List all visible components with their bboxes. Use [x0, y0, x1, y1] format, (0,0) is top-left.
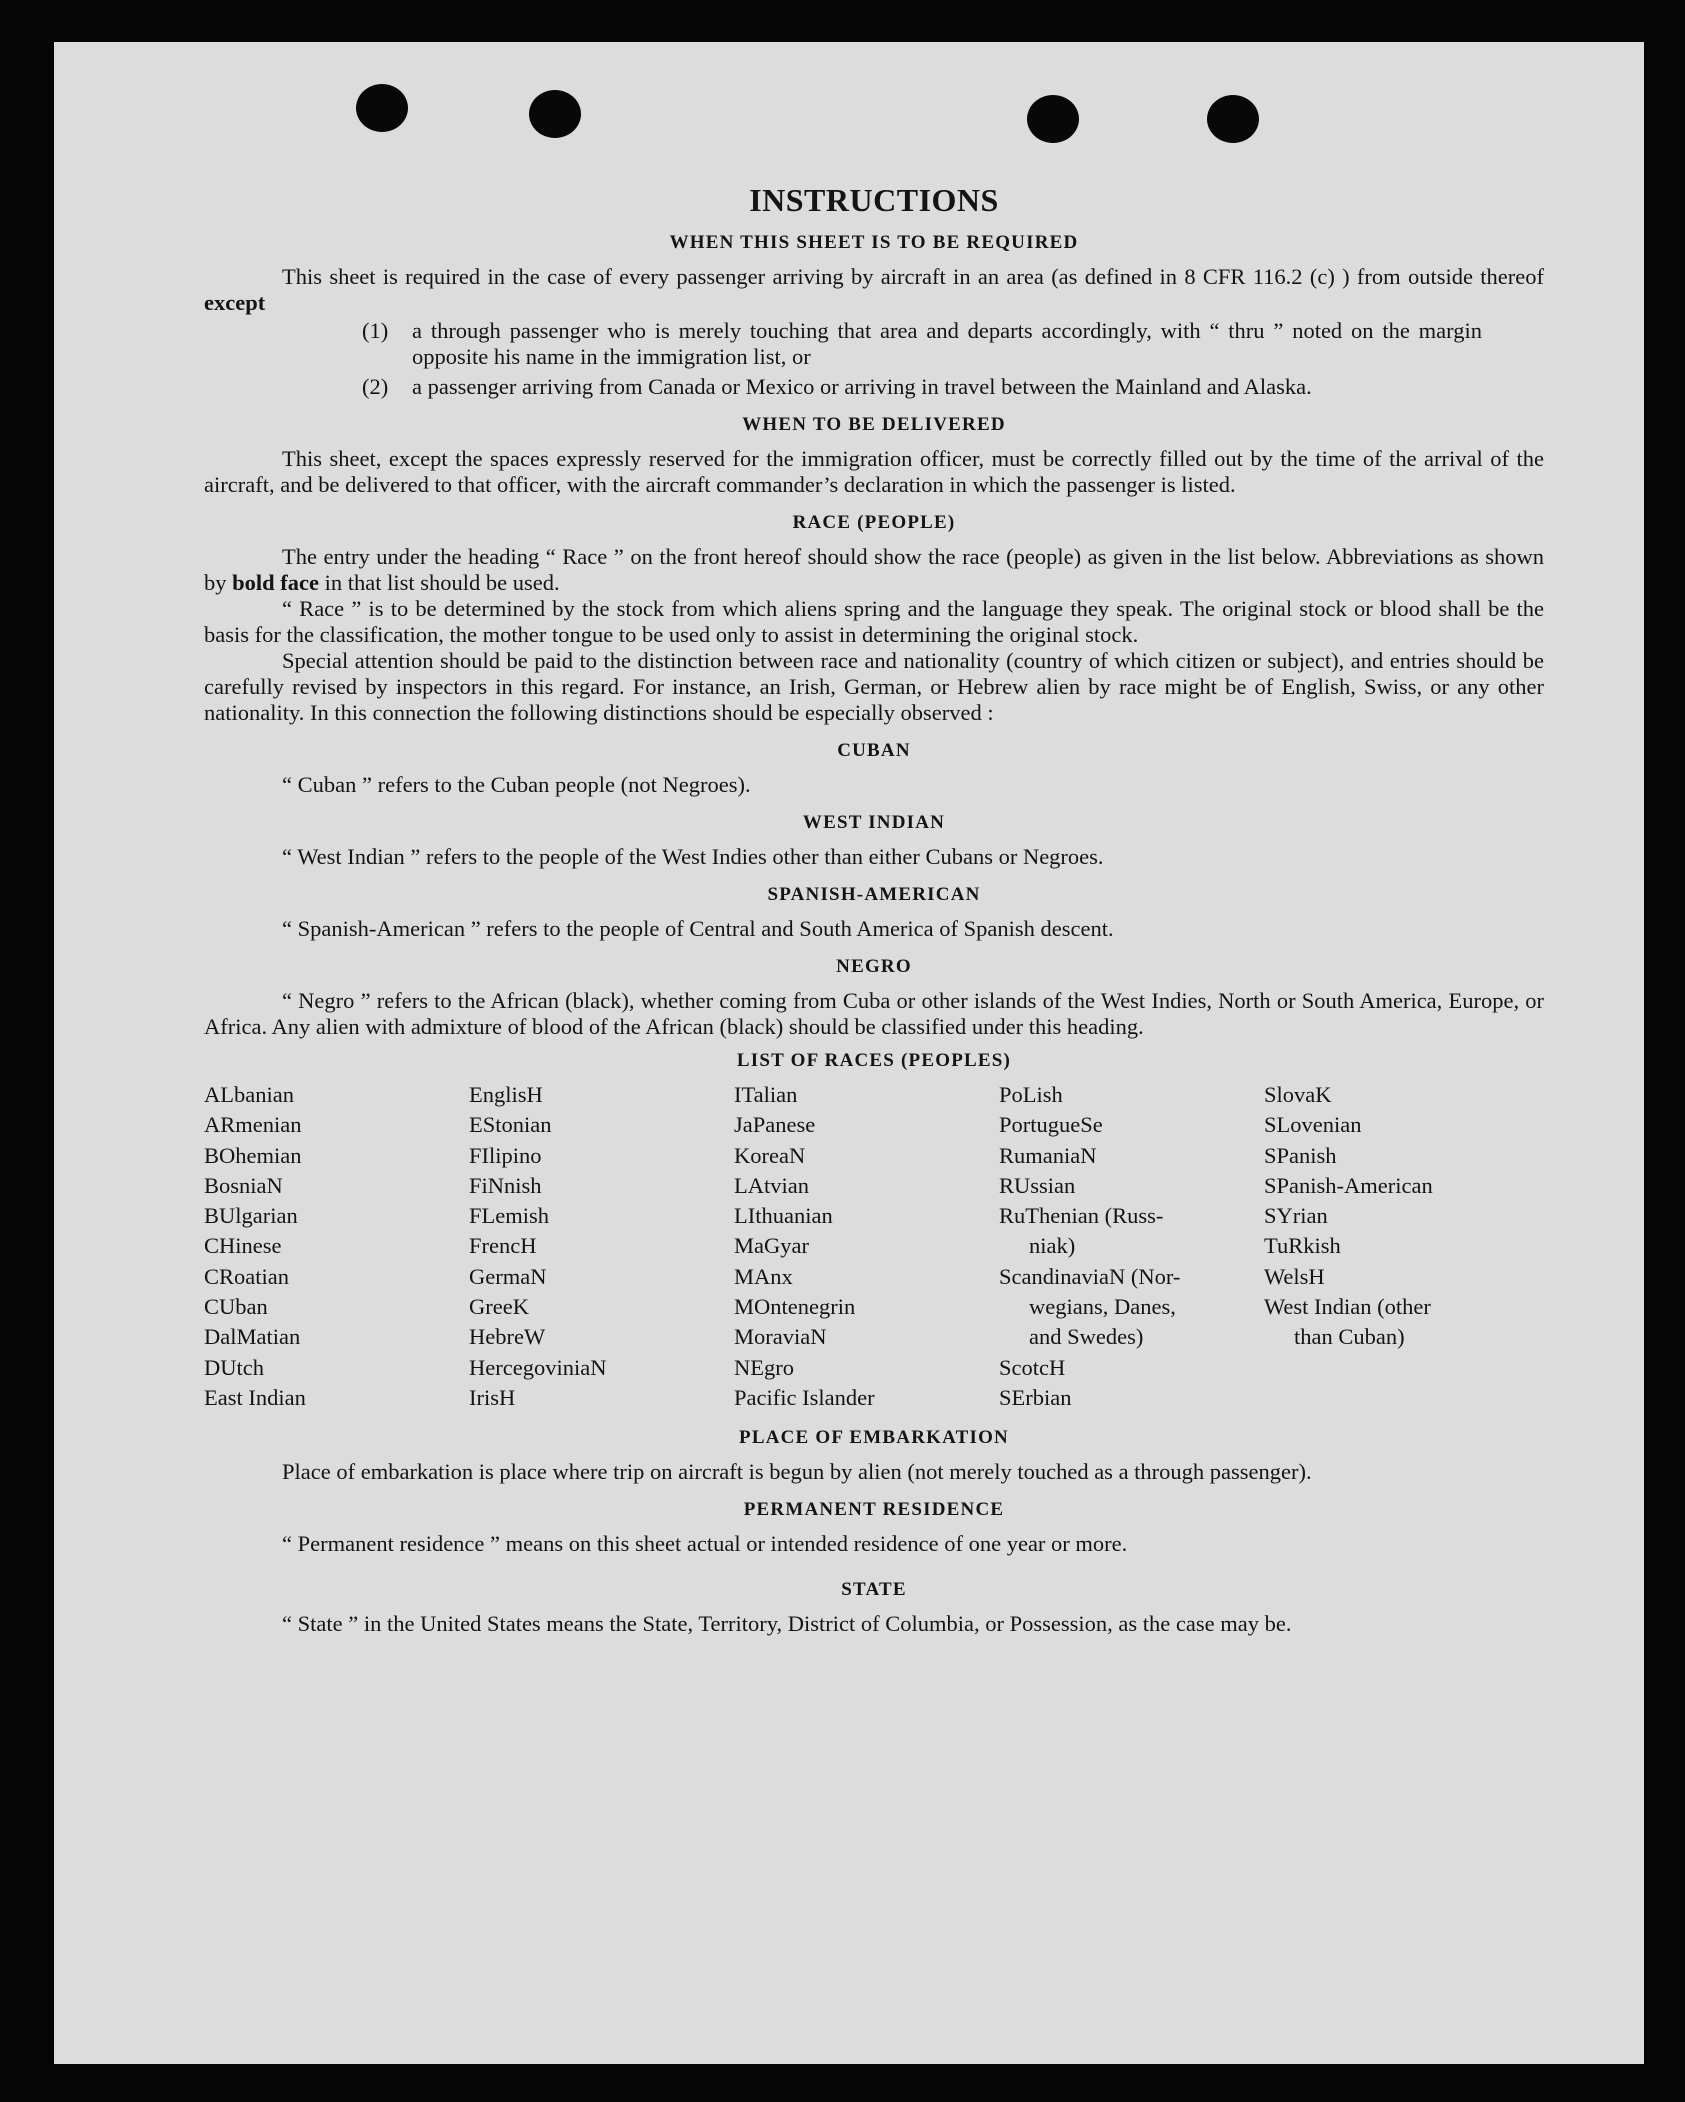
race-entry: CHinese	[204, 1233, 282, 1259]
exceptions-list	[204, 318, 1544, 400]
race-entry: ScotcH	[999, 1354, 1066, 1380]
race-entry: SErbian	[999, 1384, 1072, 1410]
west-indian-text: “ West Indian ” refers to the people of the West Indies other than either Cubans or Negroes.	[282, 844, 1104, 869]
punch-hole	[1027, 95, 1079, 143]
heading-spanish-american: SPANISH-AMERICAN	[767, 884, 981, 905]
race-entry: WelsH	[1264, 1263, 1325, 1289]
race-entry: ScandinaviaN (Nor-	[999, 1263, 1181, 1289]
races-column	[734, 1080, 999, 1413]
race-entry: FrencH	[469, 1233, 537, 1259]
race-entry: ITalian	[734, 1082, 798, 1107]
race-entry: SlovaK	[1264, 1082, 1332, 1107]
race-entry: TuRkish	[1264, 1233, 1341, 1259]
race-entry: DalMatian	[204, 1324, 301, 1350]
race-entry: FiNnish	[469, 1172, 542, 1198]
race-entry: MaGyar	[734, 1233, 809, 1259]
heading-when-required: WHEN THIS SHEET IS TO BE REQUIRED	[669, 232, 1079, 253]
race-entry: MOntenegrin	[734, 1294, 856, 1320]
race-entry: PoLish	[999, 1082, 1063, 1107]
race-entry: RUssian	[999, 1172, 1076, 1198]
heading-state: STATE	[841, 1579, 907, 1601]
race-entry: LAtvian	[734, 1172, 809, 1198]
race-paragraph-3: Special attention should be paid to the distinction between race and nationality (country of which citizen or subject), and entries should be carefully revised by inspectors in this regard. For instance, an Irish, German, or Hebrew alien by race might be of English, Swiss, or any other nationality. In this connection the following distinctions should be especially observed :	[204, 648, 1544, 725]
race-entry: niak)	[1029, 1233, 1076, 1259]
race-paragraph-2: “ Race ” is to be determined by the stock from which aliens spring and the language they speak. The original stock or blood shall be the basis for the classification, the mother tongue to be used only to assist in determining the original stock.	[204, 596, 1544, 647]
races-table	[204, 1080, 1544, 1413]
list-item: (2) a passenger arriving from Canada or Mexico or arriving in travel between the Mainland and Alaska.	[362, 374, 1312, 399]
heading-residence: PERMANENT RESIDENCE	[743, 1499, 1005, 1521]
race-entry: BOhemian	[204, 1142, 302, 1168]
race-entry: HercegoviniaN	[469, 1354, 607, 1380]
race-entry: than Cuban)	[1294, 1324, 1405, 1350]
race-entry: FLemish	[469, 1203, 550, 1229]
race-entry: BUlgarian	[204, 1203, 298, 1229]
heading-list-of-races: LIST OF RACES (PEOPLES)	[736, 1050, 1012, 1071]
race-entry: GreeK	[469, 1294, 529, 1320]
race-entry: SPanish-American	[1264, 1172, 1433, 1198]
race-entry: East Indian	[204, 1384, 306, 1410]
spanish-american-text: “ Spanish-American ” refers to the people of Central and South America of Spanish descent.	[282, 916, 1114, 941]
race-entry: FIlipino	[469, 1142, 542, 1168]
race-entry: RuThenian (Russ-	[999, 1203, 1164, 1229]
race-entry: ALbanian	[204, 1082, 294, 1107]
race-entry: EnglisH	[469, 1082, 543, 1107]
races-column	[999, 1080, 1264, 1413]
race-entry: BosniaN	[204, 1172, 283, 1198]
race-entry: SLovenian	[1264, 1112, 1362, 1138]
race-entry: GermaN	[469, 1263, 547, 1289]
race-entry: SYrian	[1264, 1203, 1328, 1229]
heading-when-delivered: WHEN TO BE DELIVERED	[742, 414, 1006, 435]
race-entry: and Swedes)	[1029, 1324, 1144, 1350]
race-paragraph-1: The entry under the heading “ Race ” on the front hereof should show the race (people) as given in the list below. Abbreviations as shown by bold face in that list should be used.	[204, 544, 1544, 595]
race-entry: RumaniaN	[999, 1142, 1097, 1168]
heading-cuban: CUBAN	[837, 740, 911, 761]
when-required-text: This sheet is required in the case of every passenger arriving by aircraft in an area (as defined in 8 CFR 116.2 (c) ) from outside thereof except	[204, 264, 1544, 315]
residence-text: “ Permanent residence ” means on this sheet actual or intended residence of one year or more.	[282, 1531, 1128, 1557]
cuban-text: “ Cuban ” refers to the Cuban people (not Negroes).	[282, 772, 751, 797]
race-entry: ARmenian	[204, 1112, 302, 1138]
embarkation-text: Place of embarkation is place where trip on aircraft is begun by alien (not merely touched as a through passenger).	[282, 1459, 1312, 1485]
race-entry: IrisH	[469, 1384, 516, 1410]
race-entry: CRoatian	[204, 1263, 289, 1289]
document-sheet	[54, 42, 1644, 2064]
punch-hole	[1207, 95, 1259, 143]
heading-west-indian: WEST INDIAN	[802, 812, 946, 833]
race-entry: NEgro	[734, 1354, 794, 1380]
heading-embarkation: PLACE OF EMBARKATION	[739, 1427, 1009, 1449]
race-entry: wegians, Danes,	[1029, 1294, 1176, 1320]
race-entry: CUban	[204, 1294, 268, 1320]
race-entry: EStonian	[469, 1112, 552, 1138]
when-delivered-text: This sheet, except the spaces expressly reserved for the immigration officer, must be correctly filled out by the time of the arrival of the aircraft, and be delivered to that officer, with the aircraft commander’s declaration in which the passenger is listed.	[204, 446, 1544, 497]
races-column	[469, 1080, 734, 1413]
races-column	[1264, 1080, 1544, 1413]
race-entry: HebreW	[469, 1324, 546, 1350]
heading-race: RACE (PEOPLE)	[792, 512, 956, 533]
negro-text: “ Negro ” refers to the African (black), whether coming from Cuba or other islands of the West Indies, North or South America, Europe, or Africa. Any alien with admixture of blood of the African (black) should be classified under this heading.	[204, 988, 1544, 1039]
race-entry: KoreaN	[734, 1142, 806, 1168]
race-entry: Pacific Islander	[734, 1384, 875, 1410]
race-entry: MoraviaN	[734, 1324, 827, 1350]
races-column	[204, 1080, 469, 1413]
race-entry: LIthuanian	[734, 1203, 833, 1229]
race-entry: JaPanese	[734, 1112, 816, 1138]
instructions-content	[204, 182, 1544, 1637]
race-entry: West Indian (other	[1264, 1294, 1431, 1320]
heading-negro: NEGRO	[836, 956, 912, 977]
race-entry: DUtch	[204, 1354, 264, 1380]
state-text: “ State ” in the United States means the State, Territory, District of Columbia, or Possession, as the case may be.	[282, 1611, 1292, 1637]
punch-hole	[356, 84, 408, 132]
page-title: INSTRUCTIONS	[749, 182, 999, 218]
race-entry: SPanish	[1264, 1142, 1337, 1168]
race-entry: PortugueSe	[999, 1112, 1103, 1138]
race-entry: MAnx	[734, 1263, 793, 1289]
punch-hole	[529, 90, 581, 138]
list-item: (1) a through passenger who is merely touching that area and departs accordingly, with “ thru ” noted on the margin opposite his name in the immigration list, or	[362, 318, 1482, 369]
